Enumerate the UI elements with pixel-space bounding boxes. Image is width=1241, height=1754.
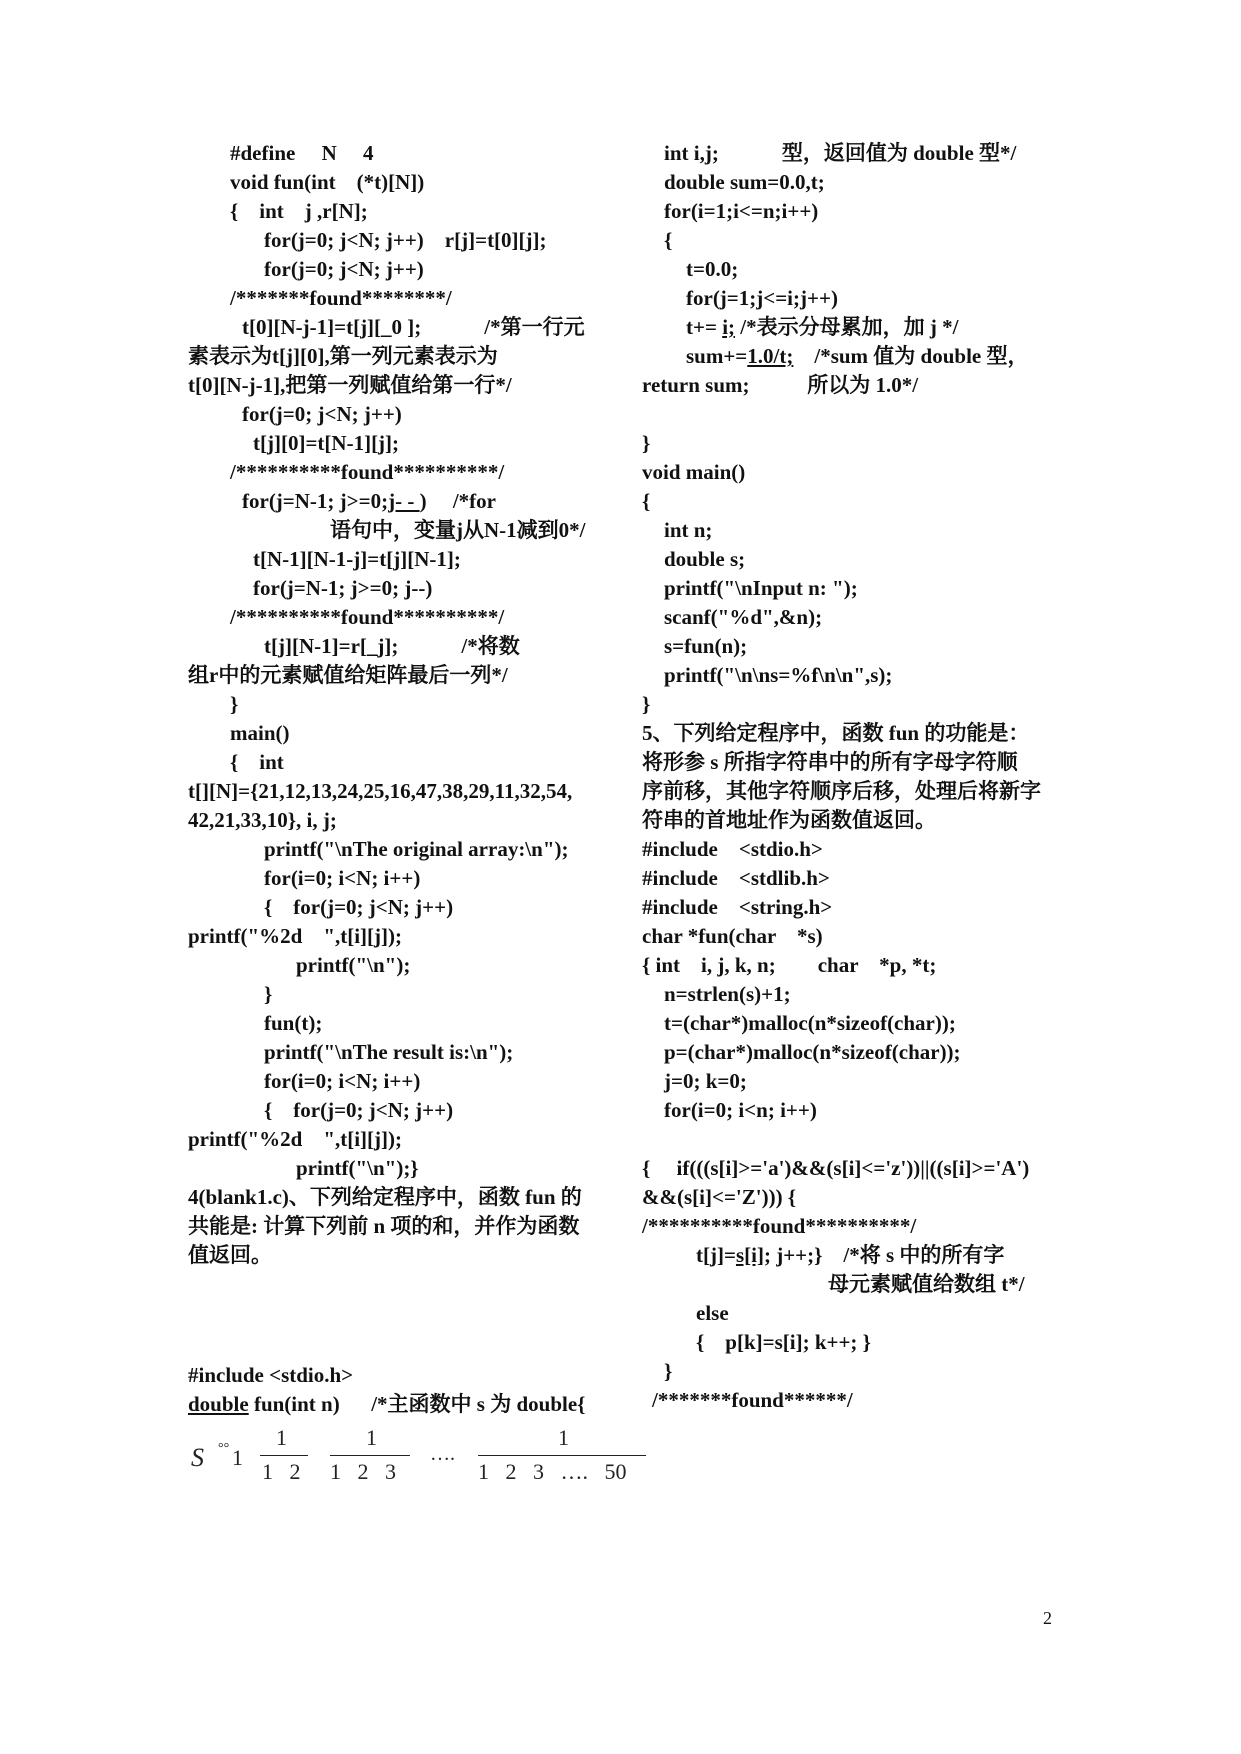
- code-text: ) /*for: [419, 489, 496, 513]
- code-line: { int i, j, k, n; char *p, *t;: [642, 953, 937, 977]
- code-line: }: [664, 1359, 673, 1383]
- found-marker: /**********found**********/: [230, 460, 505, 484]
- code-line: [242, 489, 496, 513]
- code-text: sum+=: [686, 344, 748, 368]
- code-line: double sum=0.0,t;: [664, 170, 825, 194]
- fraction-bar: [478, 1455, 646, 1456]
- formula-denominator: 1 2 3 …. 50: [478, 1459, 627, 1484]
- found-marker: /*******found********/: [230, 286, 452, 310]
- code-line: for(j=0; j<N; j++): [242, 402, 402, 426]
- code-line: t[j][N-1]=r[_j]; /*将数: [264, 634, 520, 658]
- code-line: void fun(int (*t)[N]): [230, 170, 425, 194]
- comment-line: 母元素赋值给数组 t*/: [828, 1272, 1025, 1296]
- formula-term: 1: [232, 1445, 243, 1470]
- question-text: 符串的首地址作为函数值返回。: [642, 808, 936, 832]
- code-line: [686, 344, 1028, 368]
- code-line: #define N 4: [230, 141, 374, 165]
- question-text: 共能是: 计算下列前 n 项的和，并作为函数: [188, 1214, 580, 1238]
- code-line: t[0][N-j-1]=t[j][_0 ]; /*第一行元: [242, 315, 585, 339]
- code-line: t[j][0]=t[N-1][j];: [253, 431, 400, 455]
- code-text: for(j=N-1; j>=0;: [242, 489, 389, 513]
- code-line: for(j=1;j<=i;j++): [686, 286, 838, 310]
- found-marker: /**********found**********/: [230, 605, 505, 629]
- comment-text: /*sum 值为 double 型，: [814, 344, 1029, 368]
- code-line: t=(char*)malloc(n*sizeof(char));: [664, 1011, 956, 1035]
- code-line: [696, 1243, 1004, 1267]
- found-marker: /*******found******/: [652, 1388, 853, 1412]
- formula-lhs: S: [191, 1443, 204, 1472]
- code-line: #include <stdio.h>: [642, 837, 823, 861]
- formula-denominator: 1 2: [262, 1459, 301, 1484]
- code-line: printf("%2d ",t[i][j]);: [188, 924, 403, 948]
- code-line: { int: [230, 750, 284, 774]
- answer-blank: s[i]: [735, 1243, 764, 1267]
- code-line: {: [642, 489, 651, 513]
- question-heading: 5、下列给定程序中，函数 fun 的功能是：: [642, 721, 1030, 745]
- code-line: for(i=0; i<N; i++): [264, 1069, 421, 1093]
- fraction-bar: [260, 1455, 308, 1456]
- code-line: double s;: [664, 547, 746, 571]
- double-keyword: double: [188, 1392, 249, 1416]
- code-line: int i,j; 型，返回值为 double 型*/: [664, 141, 1017, 165]
- code-line: for(j=N-1; j>=0; j--): [253, 576, 433, 600]
- answer-blank: 1.0/t;: [747, 344, 794, 368]
- code-line: { for(j=0; j<N; j++): [264, 1098, 454, 1122]
- code-line: n=strlen(s)+1;: [664, 982, 791, 1006]
- fraction-bar: [330, 1455, 410, 1456]
- question-text: 序前移，其他字符顺序后移，处理后将新字: [642, 779, 1041, 803]
- code-text: ; j++;} /*将 s 中的所有字: [763, 1243, 1005, 1267]
- code-line: else: [696, 1301, 729, 1325]
- comment-text: /*表示分母累加，加 j */: [740, 315, 959, 339]
- code-line: for(j=0; j<N; j++) r[j]=t[0][j];: [264, 228, 547, 252]
- comment-line: 素表示为t[j][0],第一列元素表示为: [188, 344, 498, 368]
- question-text: 将形参 s 所指字符串中的所有字母字符顺: [642, 750, 1018, 774]
- code-line: main(): [230, 721, 290, 745]
- code-line: printf("\n");: [296, 953, 411, 977]
- code-line: fun(t);: [264, 1011, 323, 1035]
- code-line: t[N-1][N-1-j]=t[j][N-1];: [253, 547, 461, 571]
- formula-ellipsis: ….: [430, 1443, 455, 1465]
- formula-numerator: 1: [366, 1425, 377, 1450]
- code-line: p=(char*)malloc(n*sizeof(char));: [664, 1040, 961, 1064]
- comment-line: 语句中，变量j从N-1减到0*/: [330, 518, 586, 542]
- code-line: int n;: [664, 518, 713, 542]
- code-line: printf("\nThe original array:\n");: [264, 837, 569, 861]
- code-line: s=fun(n);: [664, 634, 748, 658]
- code-line: for(i=1;i<=n;i++): [664, 199, 819, 223]
- found-marker: /**********found**********/: [642, 1214, 917, 1238]
- code-line: }: [642, 431, 651, 455]
- code-line: }: [642, 692, 651, 716]
- code-line: t[][N]={21,12,13,24,25,16,47,38,29,11,32,54,: [188, 779, 573, 803]
- code-line: printf("\n");}: [296, 1156, 419, 1180]
- code-text: t[j]=: [696, 1243, 736, 1267]
- code-line: }: [230, 692, 239, 716]
- code-line: for(i=0; i<N; i++): [264, 866, 421, 890]
- comment-line: t[0][N-j-1],把第一列赋值给第一行*/: [188, 373, 512, 397]
- code-line: [188, 1392, 585, 1416]
- question-heading: 4(blank1.c)、下列给定程序中，函数 fun 的: [188, 1185, 582, 1209]
- code-line: #include <stdio.h>: [188, 1363, 354, 1387]
- formula-numerator: 1: [558, 1425, 569, 1450]
- comment-line: 组r中的元素赋值给矩阵最后一列*/: [188, 663, 508, 687]
- question-text: 值返回。: [188, 1243, 272, 1267]
- code-line: printf("\nThe result is:\n");: [264, 1040, 514, 1064]
- answer-blank: i;: [722, 315, 736, 339]
- code-text: t+=: [686, 315, 717, 339]
- code-line: {: [664, 228, 673, 252]
- code-line: printf("%2d ",t[i][j]);: [188, 1127, 403, 1151]
- formula-numerator: 1: [276, 1425, 287, 1450]
- code-line: j=0; k=0;: [664, 1069, 747, 1093]
- page-number: 2: [1043, 1608, 1052, 1628]
- code-line: printf("\nInput n: ");: [664, 576, 858, 600]
- code-line: 42,21,33,10}, i, j;: [188, 808, 337, 832]
- code-line: { if(((s[i]>='a')&&(s[i]<='z'))||((s[i]>='A'): [642, 1156, 1030, 1180]
- code-line: { for(j=0; j<N; j++): [264, 895, 454, 919]
- code-line: char *fun(char *s): [642, 924, 823, 948]
- code-line: return sum; 所以为 1.0*/: [642, 373, 919, 397]
- code-line: [686, 315, 958, 339]
- code-line: scanf("%d",&n);: [664, 605, 823, 629]
- code-line: { int j ,r[N];: [230, 199, 368, 223]
- formula-equals: °°: [218, 1441, 230, 1456]
- series-formula: [188, 1425, 648, 1485]
- answer-blank: j- -: [388, 489, 420, 513]
- code-line: #include <stdlib.h>: [642, 866, 830, 890]
- formula-denominator: 1 2 3: [330, 1459, 396, 1484]
- code-line: { p[k]=s[i]; k++; }: [696, 1330, 871, 1354]
- code-text: fun(int n) /*主函数中 s 为 double{: [253, 1392, 586, 1416]
- code-line: void main(): [642, 460, 746, 484]
- code-line: #include <string.h>: [642, 895, 833, 919]
- code-line: }: [264, 982, 273, 1006]
- code-line: for(i=0; i<n; i++): [664, 1098, 817, 1122]
- code-line: for(j=0; j<N; j++): [264, 257, 424, 281]
- code-line: printf("\n\ns=%f\n\n",s);: [664, 663, 893, 687]
- code-line: &&(s[i]<='Z'))) {: [642, 1185, 797, 1209]
- code-line: t=0.0;: [686, 257, 739, 281]
